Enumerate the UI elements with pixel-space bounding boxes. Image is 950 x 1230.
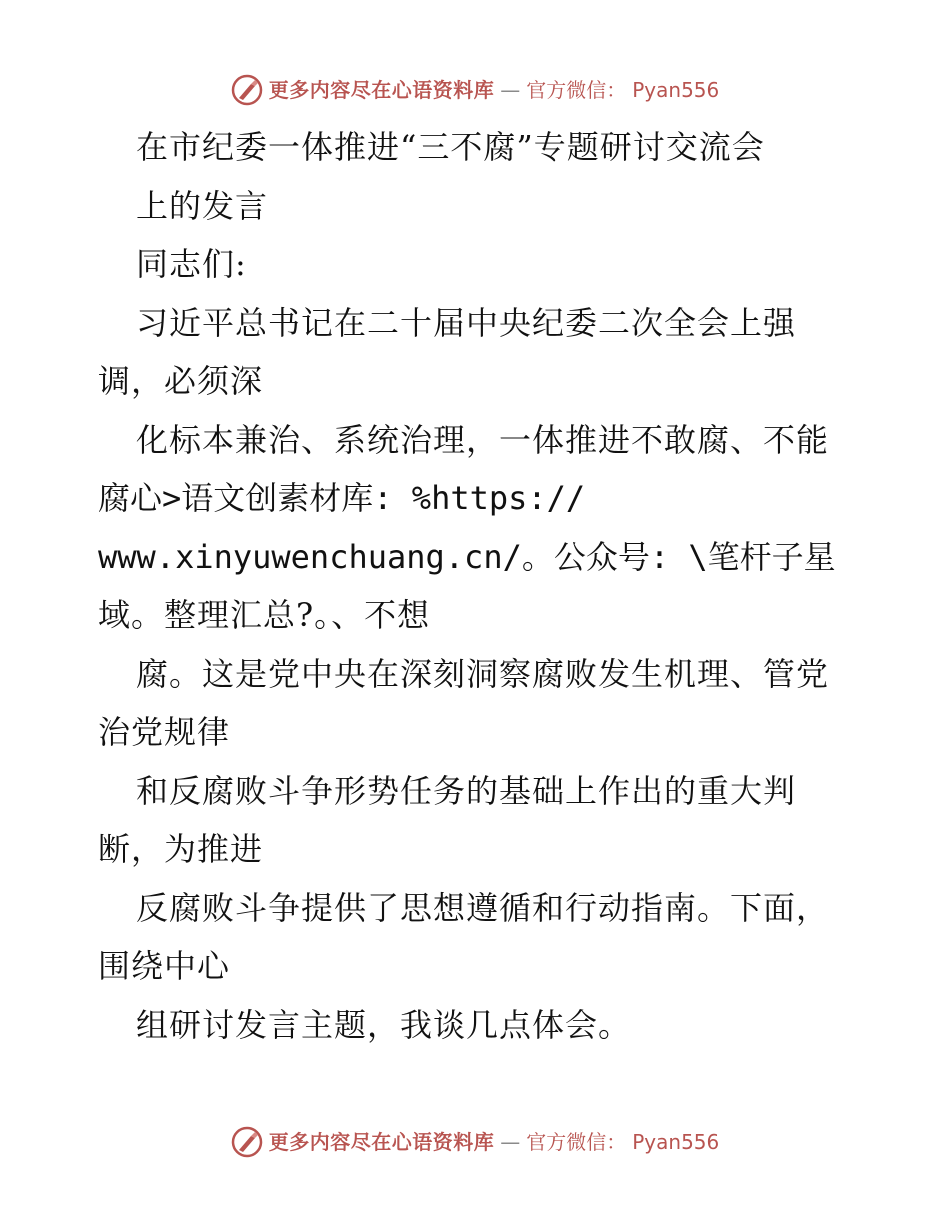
wechat-id: Pyan556 [632,1130,720,1154]
pen-logo-icon [231,1126,263,1158]
paragraph-line: 域。整理汇总?。、不想 [98,596,431,634]
salutation: 同志们: [136,245,247,283]
paragraph-line: 组研讨发言主题，我谈几点体会。 [136,1005,632,1044]
watermark-dash: — [500,78,521,102]
paragraph-line: 围绕中心 [98,947,231,985]
paragraph-line: 化标本兼治、系统治理，一体推进不敢腐、不能 [136,420,830,459]
wechat-label: 官方微信： [526,1130,627,1154]
footer-watermark [0,1126,950,1158]
paragraph-line: 和反腐败斗争形势任务的基础上作出的重大判 [136,771,797,810]
pen-logo-icon [231,74,263,106]
document-body [98,118,878,1054]
paragraph-line: 调，必须深 [98,362,264,400]
title-line-1: 在市纪委一体推进“三不腐”专题研讨交流会 [136,128,765,166]
watermark-text: 更多内容尽在心语资料库 [268,78,495,102]
paragraph-line: 治党规律 [98,713,231,751]
title-line-2: 上的发言 [136,186,269,225]
paragraph-line: 反腐败斗争提供了思想遵循和行动指南。下面， [136,888,830,927]
paragraph-line: 腐心>语文创素材库: %https:// [98,479,586,517]
wechat-label: 官方微信： [526,78,627,102]
watermark-dash: — [500,1130,521,1154]
paragraph-line: 腐。这是党中央在深刻洞察腐败发生机理、管党 [136,654,830,693]
wechat-id: Pyan556 [632,78,720,102]
watermark-text: 更多内容尽在心语资料库 [268,1130,495,1154]
paragraph-line: 习近平总书记在二十届中央纪委二次全会上强 [136,303,797,342]
paragraph-line: www.xinyuwenchuang.cn/。公众号: \笔杆子星 [98,537,836,576]
header-watermark [0,74,950,106]
paragraph-line: 断，为推进 [98,830,264,868]
